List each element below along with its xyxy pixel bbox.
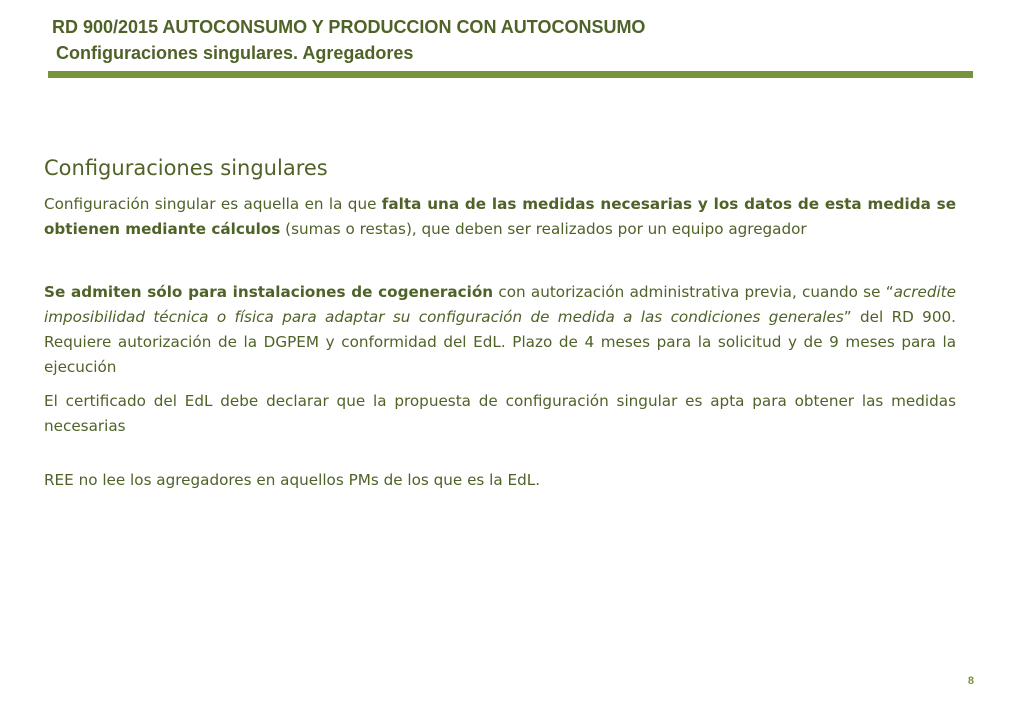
slide-content xyxy=(44,154,956,493)
section-title: Configuraciones singulares xyxy=(44,156,328,180)
paragraph-definition xyxy=(44,192,956,242)
header-divider xyxy=(48,71,973,78)
paragraph-bold-text: Se admiten sólo para instalaciones de cogeneración xyxy=(44,283,494,301)
paragraph-text: (sumas o restas), que deben ser realizados por un equipo agregador xyxy=(280,220,807,238)
paragraph-ree: REE no lee los agregadores en aquellos PMs de los que es la EdL. xyxy=(44,471,541,489)
paragraph-cogeneration xyxy=(44,280,956,380)
paragraph-text: Configuración singular es aquella en la que xyxy=(44,195,382,213)
page-number: 8 xyxy=(967,675,974,687)
slide-header-title: RD 900/2015 AUTOCONSUMO Y PRODUCCION CON AUTOCONSUMO xyxy=(52,17,646,37)
paragraph-certificate: El certificado del EdL debe declarar que la propuesta de configuración singular es apta para obtener las medidas necesarias xyxy=(44,392,956,435)
slide-header-subtitle: Configuraciones singulares. Agregadores xyxy=(56,43,414,63)
paragraph-text: ” del RD 900. Requiere autorización de la DGPEM y conformidad del EdL. Plazo de 4 meses para la solicitud y de 9 meses para la ejecución xyxy=(44,308,956,376)
paragraph-bold-text: falta una de las medidas necesarias y los datos de esta medida se obtienen mediante cálculos xyxy=(44,195,956,238)
paragraph-italic-quote: acredite imposibilidad técnica o física para adaptar su configuración de medida a las condiciones generales xyxy=(44,283,956,326)
paragraph-text: con autorización administrativa previa, cuando se “ xyxy=(493,283,894,301)
